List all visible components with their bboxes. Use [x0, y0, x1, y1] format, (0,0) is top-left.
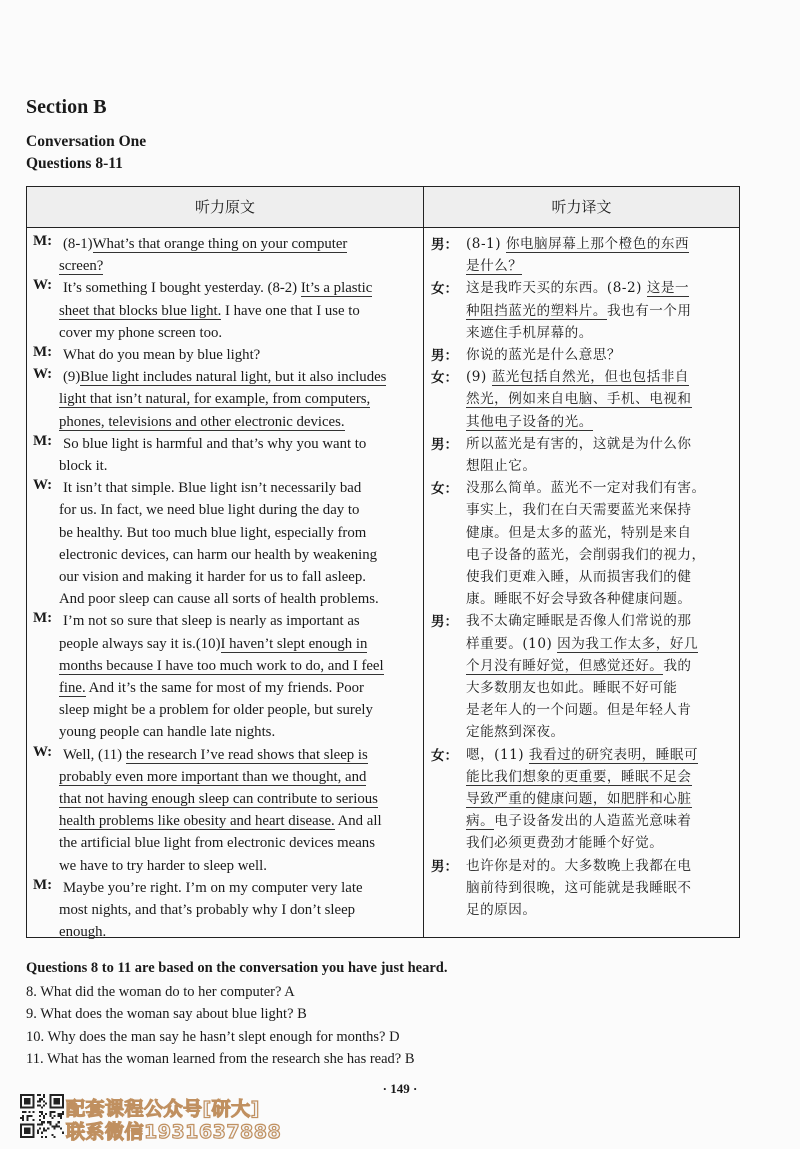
transcript-line — [431, 522, 741, 544]
answer-underline-text: probably even more important than we thought, and — [59, 768, 367, 785]
text-segment: Well, (11) — [63, 746, 126, 763]
speaker-label: 女： — [431, 747, 458, 764]
zh-turn — [431, 233, 741, 277]
transcript-line — [33, 788, 419, 810]
transcript-line — [431, 810, 741, 832]
speaker-label: M: — [33, 610, 53, 627]
text-segment: (8-1) — [466, 236, 506, 252]
text-segment: 没那么简单。蓝光不一定对我们有害。 — [466, 480, 706, 497]
text-segment: 来遮住手机屏幕的。 — [466, 324, 593, 341]
text-segment: 你说的蓝光是什么意思？ — [466, 347, 622, 363]
transcript-line — [431, 699, 741, 721]
transcript-line — [431, 544, 741, 566]
speaker-label: M: — [33, 233, 53, 249]
answer-underline-text: that not having enough sleep can contribute to serious — [59, 791, 378, 807]
speaker-label: 女： — [431, 370, 458, 387]
text-segment: the artificial blue light from electronic devices means — [59, 835, 375, 852]
speaker-label: M: — [33, 344, 53, 360]
text-segment: people always say it is.(10) — [59, 635, 221, 652]
transcript-line — [33, 699, 419, 721]
answer-underline-text: the research I’ve read shows that sleep is — [125, 746, 368, 763]
en-turn — [33, 744, 419, 877]
answer-underline-text: 导致严重的健康问题，如肥胖和心脏 — [466, 791, 692, 807]
answer-underline-text: 能比我们想象的更重要，睡眠不足会 — [466, 768, 692, 785]
transcript-line — [431, 566, 741, 588]
transcript-line — [33, 388, 419, 410]
questions-heading: Questions 8 to 11 are based on the conversation you have just heard. — [26, 960, 448, 976]
transcript-line — [431, 610, 741, 632]
speaker-label: W: — [33, 743, 53, 760]
transcript-line — [431, 455, 741, 477]
transcript-line — [33, 921, 419, 943]
speaker-label: 女： — [431, 481, 458, 498]
speaker-label: 男： — [431, 436, 458, 453]
speaker-label: M: — [33, 432, 53, 449]
transcript-line — [33, 544, 419, 566]
speaker-label: W: — [33, 277, 53, 294]
translation-header: 听力译文 — [424, 187, 739, 227]
text-segment: we have to try harder to sleep well. — [59, 857, 267, 874]
text-segment: 大多数朋友也如此。睡眠不好可能 — [466, 680, 678, 696]
zh-turn — [431, 477, 741, 610]
transcript-line — [33, 344, 419, 366]
text-segment: most nights, and that’s probably why I don’t sleep — [59, 902, 356, 918]
text-segment: 我的 — [663, 657, 692, 674]
text-segment: 这是我昨天买的东西。(8-2) — [466, 280, 647, 297]
text-segment: (8-1) — [63, 236, 93, 252]
zh-turn — [431, 344, 741, 366]
transcript-line — [33, 588, 419, 610]
transcript-line — [33, 744, 419, 766]
transcript-line — [431, 677, 741, 699]
text-segment: (9) — [466, 369, 492, 386]
en-turn — [33, 877, 419, 944]
transcript-line — [33, 499, 419, 521]
transcript-line — [431, 655, 741, 677]
text-segment: What do you mean by blue light? — [63, 347, 261, 363]
answer-underline-text: 个月没有睡好觉，但感觉还好。 — [466, 657, 664, 674]
transcript-line — [33, 566, 419, 588]
text-segment: 康。睡眠不好会导致各种健康问题。 — [466, 591, 692, 608]
transcript-table — [26, 186, 740, 941]
transcript-line — [431, 633, 741, 655]
qr-code-icon — [20, 1094, 64, 1138]
text-segment: 所以蓝光是有害的，这就是为什么你 — [466, 435, 692, 452]
text-segment: I have one that I use to — [221, 302, 360, 319]
watermark-line-2: 联系微信1931637888 — [66, 1121, 282, 1143]
transcript-line — [431, 788, 741, 810]
transcript-line — [33, 411, 419, 433]
transcript-line — [33, 300, 419, 322]
question-item: 11. What has the woman learned from the research she has read? B — [26, 1050, 415, 1067]
page-number: · 149 · — [382, 1081, 418, 1096]
speaker-label: M: — [33, 876, 53, 893]
text-segment: 定能熬到深夜。 — [466, 724, 565, 741]
text-segment: 脑前待到很晚，这可能就是我睡眠不 — [466, 879, 692, 896]
zh-turn — [431, 744, 741, 855]
answer-underline-text: phones, televisions and other electronic devices. — [59, 413, 345, 430]
column-divider — [423, 187, 424, 937]
question-item: 10. Why does the man say he hasn’t slept enough for months? D — [26, 1028, 400, 1045]
transcript-line — [431, 433, 741, 455]
transcript-line — [33, 766, 419, 788]
answer-underline-text: 是什么？ — [466, 258, 523, 275]
en-turn — [33, 366, 419, 433]
transcript-line — [33, 633, 419, 655]
en-turn — [33, 610, 419, 743]
speaker-label: 男： — [431, 614, 458, 631]
text-segment: 是老年人的一个问题。但是年轻人肯 — [466, 702, 692, 719]
answer-underline-text: health problems like obesity and heart disease. — [59, 813, 335, 830]
answer-underline-text: 你电脑屏幕上那个橙色的东西 — [505, 236, 690, 252]
answer-underline-text: 然光，例如来自电脑、手机、电视和 — [466, 391, 692, 408]
transcript-line — [431, 411, 741, 433]
answer-underline-text: screen? — [59, 258, 104, 275]
transcript-line — [33, 522, 419, 544]
transcript-line — [431, 588, 741, 610]
transcript-line — [431, 744, 741, 766]
transcript-line — [431, 366, 741, 388]
text-segment: 足的原因。 — [466, 902, 537, 918]
zh-turn — [431, 433, 741, 477]
transcript-line — [431, 344, 741, 366]
text-segment: It isn’t that simple. Blue light isn’t necessarily bad — [63, 480, 362, 497]
answer-underline-text: 其他电子设备的光。 — [466, 413, 593, 430]
text-segment: electronic devices, can harm our health by weakening — [59, 546, 377, 563]
transcript-line — [431, 899, 741, 921]
text-segment: 使我们更难入睡，从而损害我们的健 — [466, 569, 692, 585]
header-divider — [27, 227, 739, 228]
transcript-line — [431, 388, 741, 410]
text-segment: for us. In fact, we need blue light during the day to — [59, 502, 360, 519]
answer-underline-text: 因为我工作太多，好几 — [557, 635, 699, 652]
transcript-line — [33, 855, 419, 877]
text-segment: And it’s the same for most of my friends. Poor — [85, 680, 364, 696]
question-item: 9. What does the woman say about blue light? B — [26, 1006, 307, 1023]
transcript-line — [431, 855, 741, 877]
transcript-line — [33, 810, 419, 832]
text-segment: be healthy. But too much blue light, especially from — [59, 524, 367, 541]
speaker-label: 男： — [431, 348, 458, 364]
transcript-line — [33, 322, 419, 344]
speaker-label: W: — [33, 477, 53, 494]
section-title: Section B — [26, 96, 107, 118]
text-segment: And all — [334, 813, 382, 830]
text-segment: 想阻止它。 — [466, 458, 537, 474]
answer-underline-text: 我看过的研究表明，睡眠可 — [528, 746, 699, 763]
en-turn — [33, 477, 419, 610]
zh-turn — [431, 610, 741, 743]
answer-underline-text: 种阻挡蓝光的塑料片。 — [466, 302, 607, 319]
text-segment: Maybe you’re right. I’m on my computer very late — [63, 879, 363, 896]
question-item: 8. What did the woman do to her computer? A — [26, 984, 295, 1000]
text-segment: It’s something I bought yesterday. (8-2) — [63, 280, 301, 297]
answer-underline-text: Blue light includes natural light, but it also includes — [80, 369, 387, 386]
speaker-label: 男： — [431, 858, 458, 875]
questions-range-title: Questions 8-11 — [26, 155, 123, 172]
transcript-line — [33, 255, 419, 277]
en-turn — [33, 233, 419, 277]
answer-underline-text: 这是一 — [646, 280, 690, 297]
text-segment: 我也有一个用 — [606, 302, 692, 319]
transcript-line — [431, 277, 741, 299]
zh-turn — [431, 855, 741, 922]
en-turn — [33, 433, 419, 477]
transcript-line — [431, 721, 741, 743]
transcript-line — [431, 477, 741, 499]
transcript-line — [431, 499, 741, 521]
text-segment: 样重要。(10) — [466, 635, 558, 652]
text-segment: (9) — [63, 369, 81, 386]
transcript-line — [33, 832, 419, 854]
answer-underline-text: 蓝光包括自然光，但也包括非自 — [491, 369, 689, 386]
text-segment: 电子设备发出的人造蓝光意味着 — [494, 813, 692, 830]
answer-underline-text: light that isn’t natural, for example, from computers, — [59, 391, 371, 408]
text-segment: 电子设备的蓝光，会削弱我们的视力， — [466, 546, 706, 563]
transcript-line — [431, 233, 741, 255]
text-segment: And poor sleep can cause all sorts of health problems. — [59, 591, 379, 608]
text-segment: our vision and making it harder for us to fall asleep. — [59, 569, 366, 585]
answer-underline-text: It’s a plastic — [300, 280, 373, 297]
transcript-line — [33, 477, 419, 499]
watermark-line-1: 配套课程公众号[研大] — [66, 1098, 260, 1120]
text-segment: 事实上，我们在白天需要蓝光来保持 — [466, 502, 692, 519]
zh-turn — [431, 366, 741, 433]
transcript-line — [431, 877, 741, 899]
text-segment: sleep might be a problem for older people, but surely — [59, 702, 373, 719]
text-segment: cover my phone screen too. — [59, 324, 223, 341]
text-segment: 嗯，(11) — [466, 746, 529, 763]
en-turn — [33, 344, 419, 366]
answer-underline-text: months because I have too much work to do, and I feel — [59, 657, 384, 674]
transcript-line — [33, 899, 419, 921]
transcript-line — [33, 277, 419, 299]
transcript-line — [431, 300, 741, 322]
transcript-line — [33, 610, 419, 632]
transcript-line — [33, 366, 419, 388]
answer-underline-text: I haven’t slept enough in — [220, 635, 368, 652]
text-segment: I’m not so sure that sleep is nearly as important as — [63, 613, 360, 630]
transcript-line — [33, 433, 419, 455]
transcript-line — [33, 877, 419, 899]
text-segment: 也许你是对的。大多数晚上我都在电 — [466, 857, 692, 874]
transcript-line — [431, 832, 741, 854]
transcript-line — [33, 455, 419, 477]
answer-underline-text: 病。 — [466, 813, 495, 830]
zh-turn — [431, 277, 741, 344]
answer-underline-text: sheet that blocks blue light. — [59, 302, 222, 319]
text-segment: block it. — [59, 458, 108, 474]
transcript-line — [33, 655, 419, 677]
transcript-line — [431, 255, 741, 277]
text-segment: 健康。但是太多的蓝光，特别是来自 — [466, 524, 692, 541]
transcript-line — [431, 766, 741, 788]
transcript-line — [33, 233, 419, 255]
text-segment: enough. — [59, 924, 107, 941]
speaker-label: 男： — [431, 237, 458, 253]
conversation-title: Conversation One — [26, 133, 147, 150]
speaker-label: W: — [33, 366, 53, 383]
transcript-line — [431, 322, 741, 344]
text-segment: 我们必须更费劲才能睡个好觉。 — [466, 835, 664, 852]
answer-underline-text: fine. — [59, 680, 86, 696]
answer-underline-text: What’s that orange thing on your computer — [92, 236, 348, 252]
speaker-label: 女： — [431, 281, 458, 298]
transcript-line — [33, 721, 419, 743]
text-segment: 我不太确定睡眠是否像人们常说的那 — [466, 613, 692, 630]
original-transcript-header: 听力原文 — [27, 187, 423, 227]
transcript-line — [33, 677, 419, 699]
text-segment: young people can handle late nights. — [59, 724, 276, 741]
text-segment: So blue light is harmful and that’s why you want to — [63, 435, 367, 452]
en-turn — [33, 277, 419, 344]
